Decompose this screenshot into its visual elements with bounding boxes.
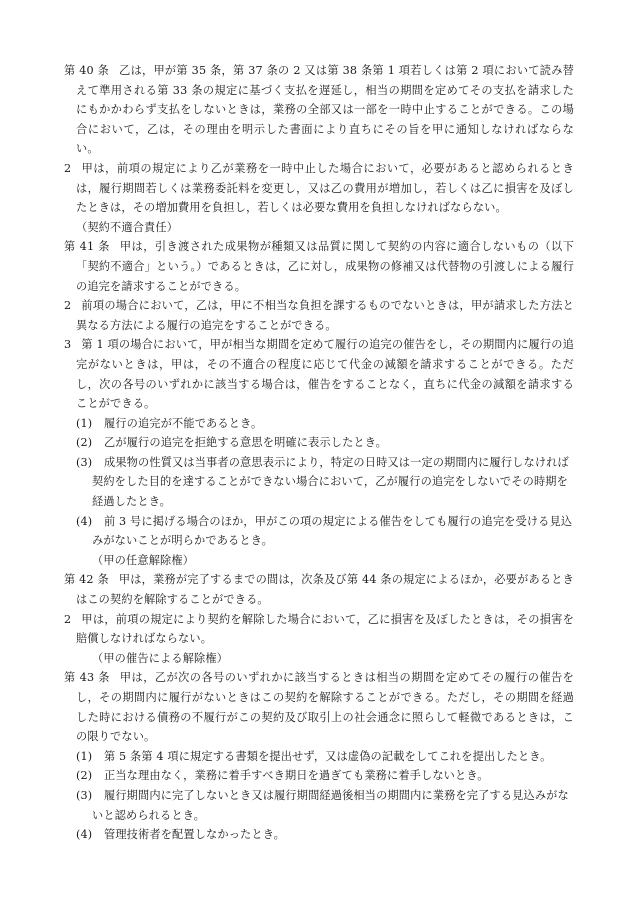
article-40-number: 第 40 条 bbox=[64, 64, 110, 77]
article-43-item-text: 履行期間内に完了しないとき又は履行期間経過後相当の期間内に業務を完了する見込みがないと認められるとき。 bbox=[92, 788, 569, 822]
article-41-paragraph-1-text: 甲は，引き渡された成果物が種類又は品質に関して契約の内容に適合しないもの（以下「契約不適合」という。）であるときは，乙に対し，成果物の修補又は代替物の引渡しによる履行の追完を請求することができる。 bbox=[76, 240, 575, 293]
article-43-heading: （甲の催告による解除権） bbox=[92, 651, 229, 665]
article-41-item-number: (2) bbox=[76, 436, 93, 450]
article-40-paragraph-2 bbox=[64, 159, 574, 218]
article-43-item bbox=[64, 747, 574, 767]
article-42-heading: （甲の任意解除権） bbox=[92, 553, 195, 567]
article-43-paragraph-1 bbox=[64, 668, 574, 746]
article-43-item bbox=[64, 786, 574, 825]
article-42-paragraph-1-text: 甲は，業務が完了するまでの間は，次条及び第 44 条の規定によるほか，必要があるときはこの契約を解除することができる。 bbox=[76, 573, 575, 607]
article-41-item bbox=[64, 512, 574, 551]
article-43-item-text: 第 5 条第 4 項に規定する書類を提出せず，又は虚偽の記載をしてこれを提出したとき。 bbox=[104, 749, 552, 763]
article-41-item-number: (3) bbox=[76, 455, 93, 469]
article-41-item-text: 成果物の性質又は当事者の意思表示により，特定の日時又は一定の期間内に履行しなければ契約をした目的を達することができない場合において，乙が履行の追完をしないでその時期を経過したとき。 bbox=[92, 455, 569, 509]
article-41-item bbox=[64, 433, 574, 453]
article-41-paragraph-3-text: 第 1 項の場合において，甲が相当な期間を定めて履行の追完の催告をし，その期間内に履行の追完がないときは，甲は，その不適合の程度に応じて代金の減額を請求することができる。ただし，次の各号のいずれかに該当する場合は，催告をすることなく，直ちに代金の減額を請求することができる。 bbox=[76, 338, 574, 411]
article-41-heading: （契約不適合責任） bbox=[76, 220, 179, 234]
article-41-item bbox=[64, 414, 574, 434]
article-41-paragraph-2-number: 2 bbox=[64, 299, 72, 313]
contract-document-page bbox=[64, 61, 574, 845]
article-41-item-number: (1) bbox=[76, 416, 93, 430]
article-41-paragraph-2 bbox=[64, 296, 574, 335]
article-41-item-text: 履行の追完が不能であるとき。 bbox=[104, 416, 263, 430]
article-40-paragraph-1-text: 乙は，甲が第 35 条，第 37 条の 2 又は第 38 条第 1 項若しくは第 2 項において読み替えて準用される第 33 条の規定に基づく支払を遅延し，相当の期間を定めてその支払を請求したにもかかわらず支払をしないときは，業務の全部又は一部を一時中止することができる。この場合において，乙は，その理由を明示した書面により直ちにその旨を甲に通知しなければならない。 bbox=[76, 64, 575, 156]
article-41-item bbox=[64, 453, 574, 512]
article-41-item-number: (4) bbox=[76, 514, 93, 528]
article-43-paragraph-1-text: 甲は，乙が次の各号のいずれかに該当するときは相当の期間を定めてその履行の催告をし，その期間内に履行がないときはこの契約を解除することができる。ただし，その期間を経過した時における債務の不履行がこの契約及び取引上の社会通念に照らして軽微であるときは，この限りでない。 bbox=[76, 671, 575, 744]
article-40-paragraph-2-text: 甲は，前項の規定により乙が業務を一時中止した場合において，必要があると認められるときは，履行期間若しくは業務委託料を変更し，又は乙の費用が増加し，若しくは乙に損害を及ぼしたときは，その増加費用を負担し，若しくは必要な費用を負担しなければならない。 bbox=[76, 161, 574, 215]
article-43-item-text: 管理技術者を配置しなかったとき。 bbox=[104, 828, 285, 842]
article-41-paragraph-3 bbox=[64, 335, 574, 413]
article-43-item-number: (1) bbox=[76, 749, 93, 763]
article-42-paragraph-2-text: 甲は，前項の規定により契約を解除した場合において，乙に損害を及ぼしたときは，その損害を賠償しなければならない。 bbox=[76, 612, 574, 646]
article-43-item-number: (2) bbox=[76, 769, 93, 783]
article-43-number: 第 43 条 bbox=[64, 671, 110, 685]
article-42-paragraph-2-number: 2 bbox=[64, 612, 72, 626]
article-42-paragraph-2 bbox=[64, 610, 574, 649]
article-40-paragraph-2-number: 2 bbox=[64, 161, 72, 175]
article-41-number: 第 41 条 bbox=[64, 240, 110, 254]
article-43-item-number: (4) bbox=[76, 828, 93, 842]
article-43-item-text: 正当な理由なく，業務に着手すべき期日を過ぎても業務に着手しないとき。 bbox=[104, 769, 489, 783]
article-41-paragraph-2-text: 前項の場合において，乙は，甲に不相当な負担を課するものでないときは，甲が請求した方法と異なる方法による履行の追完をすることができる。 bbox=[76, 299, 574, 332]
article-41-paragraph-1 bbox=[64, 237, 574, 296]
article-42-number: 第 42 条 bbox=[64, 573, 109, 587]
article-41-item-text: 乙が履行の追完を拒絶する意思を明確に表示したとき。 bbox=[104, 436, 387, 450]
article-43-item-number: (3) bbox=[76, 788, 93, 802]
article-43-item bbox=[64, 766, 574, 786]
article-41-paragraph-3-number: 3 bbox=[64, 338, 72, 352]
article-40-paragraph-1 bbox=[64, 61, 574, 159]
article-43-item bbox=[64, 825, 574, 845]
article-42-paragraph-1 bbox=[64, 570, 574, 609]
article-41-item-text: 前 3 号に掲げる場合のほか，甲がこの項の規定による催告をしても履行の追完を受ける見込みがないことが明らかであるとき。 bbox=[92, 514, 573, 548]
